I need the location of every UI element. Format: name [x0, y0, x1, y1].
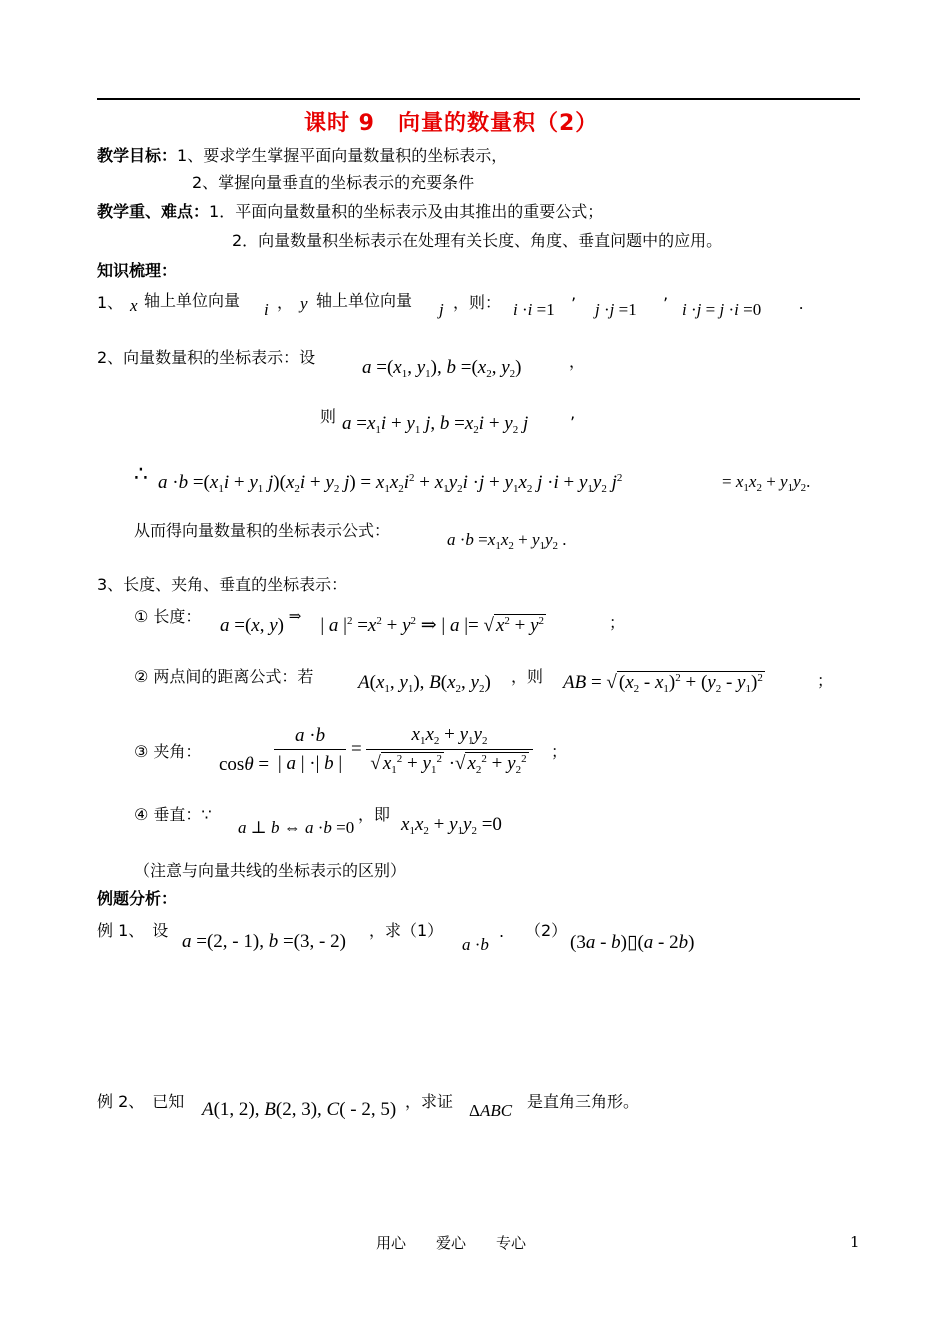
perpendicular-label: ④ 垂直：∵ [134, 805, 212, 824]
note-text: （注意与向量共线的坐标表示的区别） [134, 861, 407, 880]
example-1-part-1: a ·b [462, 935, 489, 954]
distance-then: ，则 [511, 667, 544, 686]
formula-distance: AB = √ $(x_2 - x_1)^2 + (y_2 - y_1)^2$ [563, 672, 763, 695]
example-1-ask: ，求（1） [369, 921, 444, 940]
knowledge-heading: 知识梳理： [97, 261, 178, 280]
formula-dot-result: = $x_1x_2 + y_1y_2$. [722, 472, 811, 494]
formula-dot-expansion: $a \cdot b =(x_1i + y_1$ $j)(x_2i + y_2$ $j) = x_1x_2i^2 + x_1y_2i \cdot j + y_1x_2$ $j \cdot i + y_1y_2$ $j^2$ [158, 472, 623, 495]
formula-vectors-basis: $a =x_1i + y_1$ j, $b =x_2i + y_2$ j [342, 413, 529, 436]
example-1-part-2-label: （2） [525, 921, 568, 940]
then-label: 则 [320, 407, 337, 426]
formula-vectors-def: $a =(x_1$, $y_1$), $b =(x_2$, $y_2$) [362, 357, 522, 380]
goals-line-1 [97, 143, 507, 166]
therefore-symbol: ∴ [134, 462, 148, 487]
conclusion-text: 从而得向量数量积的坐标表示公式： [134, 521, 391, 540]
top-rule [97, 98, 860, 100]
example-1-vectors: a =(2, - 1), b =(3, - 2) [182, 931, 346, 952]
examples-heading: 例题分析： [97, 889, 178, 908]
example-2-points: A(1, 2), B(2, 3), C( - 2, 5) [202, 1099, 397, 1120]
formula-angle: cosθ = $\frac{a \cdot b}{| a | \cdot| b |}$ = $\frac{x_1x_2 + y_1y_2}{√ x_1^2 + y_1^2 \cdot√ x_2^2 + y_2^2}$ [219, 724, 533, 776]
page-number: 1 [850, 1233, 860, 1251]
keypoints-item-2: 2．向量数量积坐标表示在处理有关长度、角度、垂直问题中的应用。 [232, 231, 723, 250]
formula-perpendicular-coord: $x_1x_2 + y_1y_2 =0$ [401, 814, 502, 837]
example-2-ask: ，求证 [405, 1092, 454, 1111]
example-1-part-2: (3a - b)▯(a - 2b) [570, 932, 695, 953]
perpendicular-then: ，即 [358, 805, 391, 824]
page-title: 课时 9 向量的数量积（2） [304, 111, 599, 136]
formula-dot-coordinate: $a \cdot b =x_1x_2 + y_1y_2$ . [447, 530, 567, 552]
example-2-label: 例 2、 已知 [97, 1092, 185, 1111]
formula-length: a =(x, y) ⇒ | a $|^2 =x^2 + y^2$ ⇒ | a |= √ $x^2 + y^2$ [220, 609, 545, 636]
goals-label: 教学目标： [97, 146, 178, 165]
formula-points: $A(x_1$, $y_1$), $B(x_2$, $y_2$) [358, 672, 491, 695]
knowledge-item-2-text: 2、向量数量积的坐标表示：设 [97, 348, 316, 367]
keypoints-line-1 [97, 199, 603, 222]
footer-slogan: 用心 爱心 专心 [376, 1234, 527, 1252]
formula-perpendicular: a ⊥ b ⇔ a ·b =0 [238, 818, 355, 837]
example-2-triangle: ΔABC [469, 1101, 513, 1120]
distance-label: ② 两点间的距离公式：若 [134, 667, 314, 686]
angle-label: ③ 夹角： [134, 742, 202, 761]
goals-item-2: 2、掌握向量垂直的坐标表示的充要条件 [192, 173, 475, 192]
knowledge-item-3-heading: 3、长度、夹角、垂直的坐标表示： [97, 575, 348, 594]
length-label: ① 长度： [134, 607, 202, 626]
example-1-label: 例 1、 设 [97, 921, 169, 940]
example-2-end: 是直角三角形。 [527, 1092, 640, 1111]
keypoints-item-1: 1．平面向量数量积的坐标表示及由其推出的重要公式； [209, 202, 604, 221]
goals-item-1: 1、要求学生掌握平面向量数量积的坐标表示， [177, 146, 508, 165]
keypoints-label: 教学重、难点： [97, 202, 210, 221]
